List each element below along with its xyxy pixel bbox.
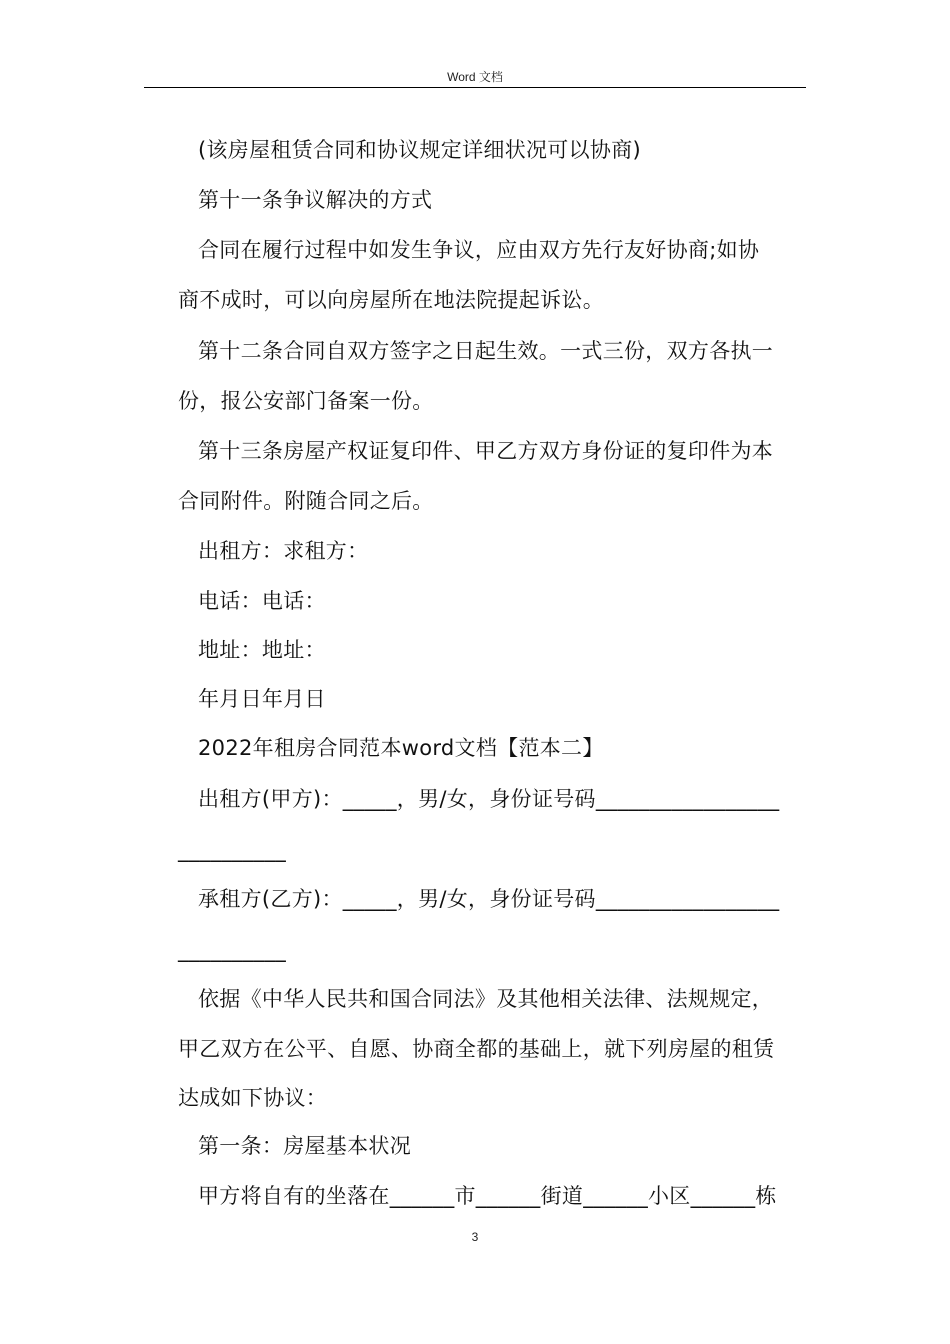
header-divider — [144, 87, 806, 88]
paragraph-line: (该房屋租赁合同和协议规定详细状况可以协商) — [198, 138, 641, 162]
paragraph-line: 第十三条房屋产权证复印件、甲乙方双方身份证的复印件为本 — [198, 439, 774, 463]
paragraph-line: 合同在履行过程中如发生争议，应由双方先行友好协商;如协 — [198, 238, 760, 262]
paragraph-line: 第十二条合同自双方签字之日起生效。一式三份，双方各执一 — [198, 339, 774, 363]
signature-address-line: 地址：地址： — [198, 638, 326, 662]
lessor-line: 出租方(甲方)：_____，男/女，身份证号码_________________ — [198, 787, 780, 811]
paragraph-line: 合同附件。附随合同之后。 — [178, 489, 434, 513]
paragraph-line: 达成如下协议： — [178, 1086, 328, 1110]
lessee-line: 承租方(乙方)：_____，男/女，身份证号码_________________ — [198, 887, 780, 911]
paragraph-line: 份，报公安部门备案一份。 — [178, 389, 434, 413]
signature-date-line: 年月日年月日 — [198, 687, 326, 711]
paragraph-line: 依据《中华人民共和国合同法》及其他相关法律、法规规定， — [198, 987, 774, 1011]
blank-line: __________ — [178, 838, 286, 862]
paragraph-line: 商不成时，可以向房屋所在地法院提起诉讼。 — [178, 288, 604, 312]
blank-line: __________ — [178, 938, 286, 962]
signature-party-line: 出租方：求租方： — [198, 539, 369, 563]
header-title: Word 文档 — [447, 70, 503, 84]
signature-phone-line: 电话：电话： — [198, 589, 326, 613]
paragraph-line: 甲乙双方在公平、自愿、协商全都的基础上，就下列房屋的租赁 — [178, 1037, 775, 1061]
paragraph-line: 甲方将自有的坐落在______市______街道______小区______栋 — [198, 1184, 777, 1208]
clause-heading: 第十一条争议解决的方式 — [198, 188, 433, 212]
section-title: 2022年租房合同范本word文档【范本二】 — [198, 736, 604, 760]
clause-heading: 第一条：房屋基本状况 — [198, 1134, 411, 1158]
page-number: 3 — [471, 1230, 479, 1244]
